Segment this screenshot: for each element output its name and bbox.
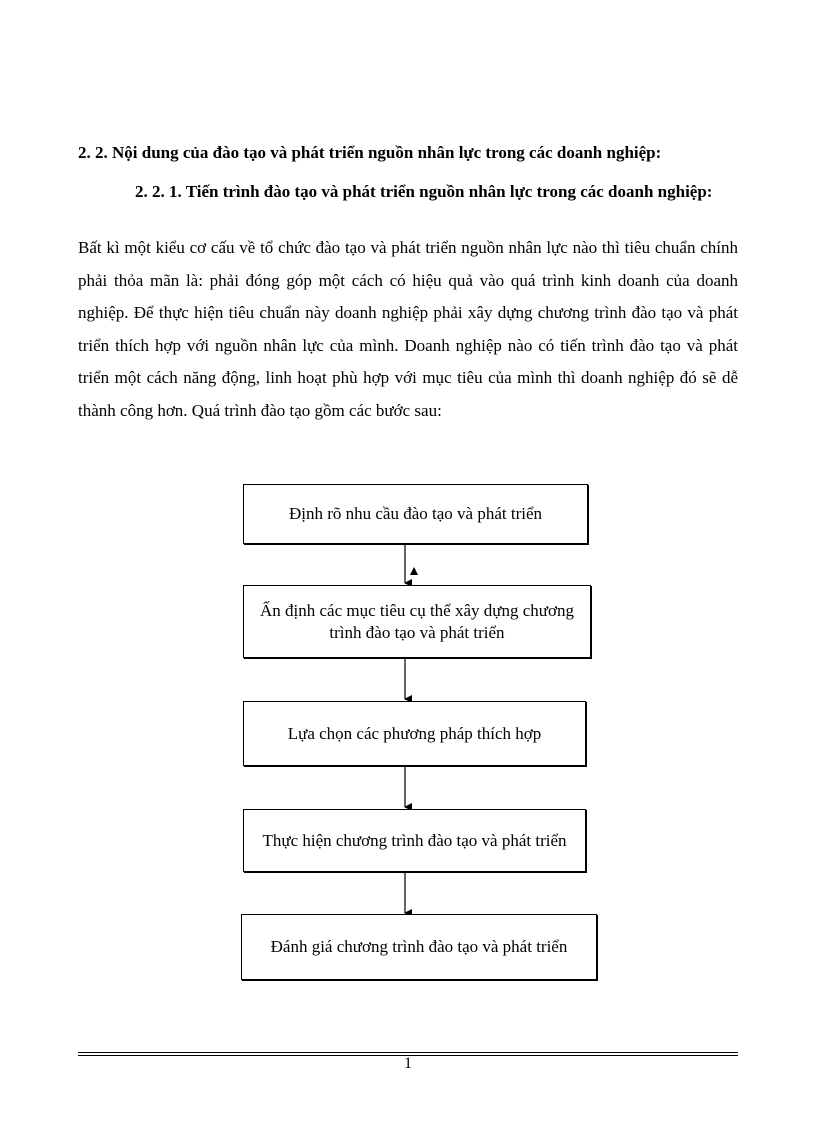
flow-step-3-text: Lựa chọn các phương pháp thích hợp xyxy=(287,723,542,743)
subsection-heading-2-2-1: 2. 2. 1. Tiến trình đào tạo và phát triển nguồn nhân lực trong các doanh nghiệp: xyxy=(135,182,713,201)
footer-rule-top xyxy=(78,1052,738,1053)
flow-step-1 xyxy=(243,484,588,544)
flow-step-5-text: Đánh giá chương trình đào tạo và phát triển xyxy=(270,937,568,956)
flow-step-5 xyxy=(241,914,597,980)
flow-arrow-1-up-tick xyxy=(410,567,418,575)
body-paragraph: Bất kì một kiểu cơ cấu về tổ chức đào tạo và phát triển nguồn nhân lực nào thì tiêu chuẩn chính phải thỏa mãn là: phải đóng góp một cách có hiệu quả vào quá trình kinh doanh của doanh nghiệp. Để thực hiện tiêu chuẩn này doanh nghiệp phải xây dựng chương trình đào tạo và phát triển thích hợp với nguồn nhân lực của mình. Doanh nghiệp nào có tiến trình đào tạo và phát triển một cách năng động, linh hoạt phù hợp với mục tiêu của mình thì doanh nghiệp đó sẽ dễ thành công hơn. Quá trình đào tạo gồm các bước sau: xyxy=(78,238,738,420)
page-number: 1 xyxy=(404,1055,412,1072)
flow-step-4 xyxy=(243,809,586,872)
flow-step-2-text: Ấn định các mục tiêu cụ thể xây dựng chương trình đào tạo và phát triển xyxy=(260,600,574,642)
flow-step-2 xyxy=(243,585,591,658)
flow-step-3 xyxy=(243,701,586,766)
section-heading-2-2: 2. 2. Nội dung của đào tạo và phát triển nguồn nhân lực trong các doanh nghiệp: xyxy=(78,143,662,162)
flow-step-1-text: Định rõ nhu cầu đào tạo và phát triển xyxy=(288,504,543,523)
flow-step-4-text: Thực hiện chương trình đào tạo và phát triển xyxy=(262,830,567,850)
